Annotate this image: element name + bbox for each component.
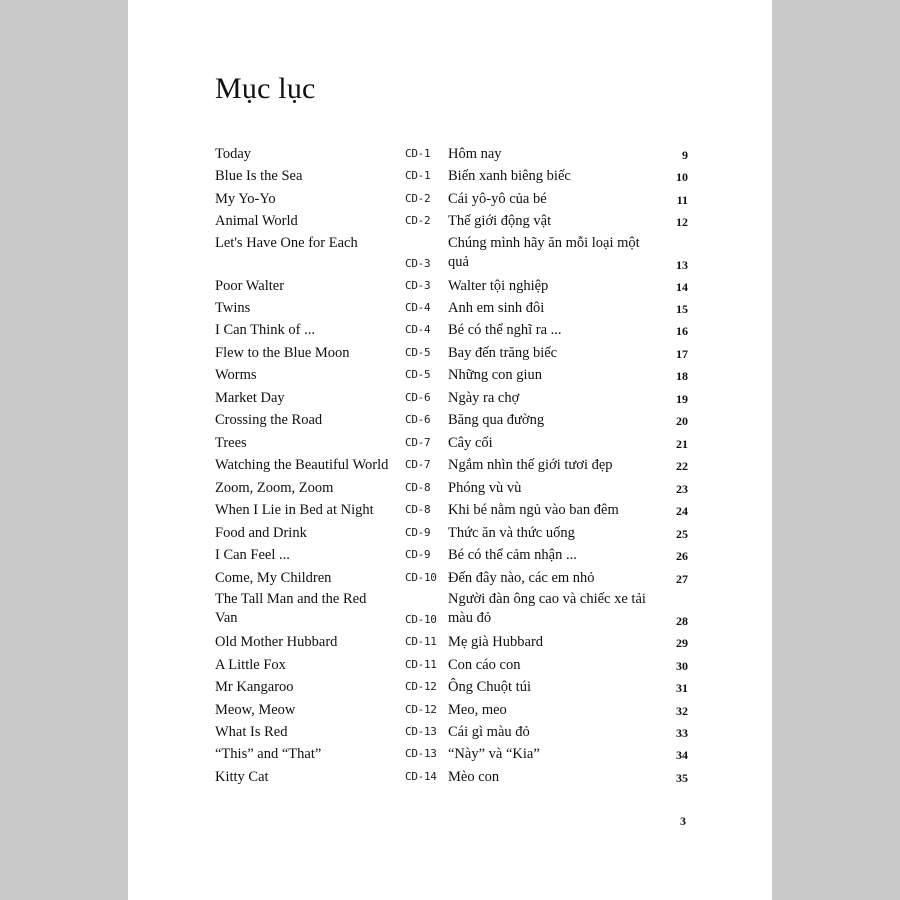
toc-vietnamese-title: Mèo con [448,769,500,785]
toc-english-title: What Is Red [215,724,288,740]
toc-english-title: When I Lie in Bed at Night [215,502,374,518]
toc-cd-track: CD-1 [405,147,431,160]
toc-page-number: 23 [676,482,688,496]
toc-vietnamese-title: Anh em sinh đôi [448,300,545,316]
toc-cd-track: CD-2 [405,192,431,205]
toc-vietnamese-title: Ngắm nhìn thế giới tươi đẹp [448,457,613,473]
toc-vietnamese-title: Những con giun [448,367,543,383]
toc-page-number: 28 [676,614,688,628]
toc-page-number: 34 [676,748,688,762]
toc-english-title: Let's Have One for Each [215,235,358,251]
page-title: Mục lục [215,72,316,105]
toc-vietnamese-title: Con cáo con [448,657,521,673]
toc-vietnamese-title: Cái yô-yô của bé [448,191,547,207]
toc-entry [128,433,772,455]
toc-english-title: Flew to the Blue Moon [215,345,350,361]
toc-english-title: Crossing the Road [215,412,323,428]
toc-cd-track: CD-1 [405,169,431,182]
toc-english-title: I Can Think of ... [215,322,316,338]
toc-english-title: Old Mother Hubbard [215,634,338,650]
toc-page-number: 35 [676,771,688,785]
toc-cd-track: CD-9 [405,526,431,539]
toc-vietnamese-title: Walter tội nghiệp [448,278,549,294]
toc-cd-track: CD-8 [405,503,431,516]
toc-page-number: 17 [676,347,688,361]
toc-cd-track: CD-7 [405,436,431,449]
toc-page-number: 14 [676,280,688,294]
toc-cd-track: CD-7 [405,458,431,471]
toc-entry [128,523,772,545]
toc-english-title: The Tall Man and the Red Van [215,591,367,626]
toc-cd-track: CD-14 [405,770,437,783]
toc-entry [128,144,772,166]
toc-english-title: Mr Kangaroo [215,679,294,695]
toc-english-title: Meow, Meow [215,702,296,718]
book-page [128,0,772,900]
toc-english-title: Trees [215,435,247,451]
toc-vietnamese-title: Người đàn ông cao và chiếc xe tải màu đỏ [448,591,646,626]
toc-entry [128,343,772,365]
toc-page-number: 20 [676,414,688,428]
toc-vietnamese-title: Đến đây nào, các em nhỏ [448,570,595,586]
toc-english-title: Food and Drink [215,525,307,541]
toc-entry [128,478,772,500]
toc-cd-track: CD-5 [405,368,431,381]
toc-page-number: 19 [676,392,688,406]
toc-vietnamese-title: Cái gì màu đỏ [448,724,530,740]
toc-vietnamese-title: Khi bé nằm ngủ vào ban đêm [448,502,619,518]
toc-page-number: 18 [676,369,688,383]
toc-vietnamese-title: Hôm nay [448,146,502,162]
toc-entry [128,211,772,233]
toc-cd-track: CD-10 [405,613,437,626]
toc-english-title: Today [215,146,252,162]
toc-vietnamese-title: Thế giới động vật [448,213,552,229]
toc-entry [128,189,772,211]
table-of-contents [128,0,772,900]
toc-page-number: 16 [676,324,688,338]
toc-entry [128,234,772,276]
toc-page-number: 10 [676,170,688,184]
toc-page-number: 25 [676,527,688,541]
toc-cd-track: CD-5 [405,346,431,359]
toc-page-number: 26 [676,549,688,563]
toc-page-number: 22 [676,459,688,473]
toc-entry [128,500,772,522]
toc-vietnamese-title: Biển xanh biêng biếc [448,168,571,184]
toc-cd-track: CD-11 [405,635,437,648]
toc-cd-track: CD-8 [405,481,431,494]
toc-cd-track: CD-10 [405,571,437,584]
toc-cd-track: CD-12 [405,703,437,716]
toc-entry [128,590,772,632]
toc-entry [128,276,772,298]
toc-english-title: Watching the Beautiful World [215,457,389,473]
toc-vietnamese-title: Bé có thể nghĩ ra ... [448,322,562,338]
toc-english-title: “This” and “That” [215,746,322,762]
toc-cd-track: CD-4 [405,323,431,336]
toc-page-number: 29 [676,636,688,650]
toc-entry [128,298,772,320]
page-number: 3 [680,814,686,828]
toc-entry [128,655,772,677]
toc-page-number: 31 [676,681,688,695]
toc-entry [128,744,772,766]
toc-cd-track: CD-12 [405,680,437,693]
toc-vietnamese-title: Phóng vù vù [448,480,522,496]
toc-vietnamese-title: Cây cối [448,435,493,451]
toc-english-title: Blue Is the Sea [215,168,303,184]
toc-page-number: 27 [676,572,688,586]
toc-page-number: 9 [682,148,688,162]
toc-page-number: 12 [676,215,688,229]
toc-page-number: 15 [676,302,688,316]
toc-entry [128,568,772,590]
toc-entry [128,388,772,410]
toc-english-title: Zoom, Zoom, Zoom [215,480,334,496]
toc-english-title: I Can Feel ... [215,547,290,563]
toc-entry [128,722,772,744]
toc-entry [128,410,772,432]
toc-entry [128,320,772,342]
toc-vietnamese-title: Băng qua đường [448,412,545,428]
toc-entry [128,166,772,188]
toc-english-title: Twins [215,300,251,316]
toc-vietnamese-title: Meo, meo [448,702,507,718]
toc-vietnamese-title: “Này” và “Kia” [448,746,540,762]
toc-cd-track: CD-6 [405,413,431,426]
toc-cd-track: CD-6 [405,391,431,404]
toc-entry [128,677,772,699]
toc-cd-track: CD-13 [405,747,437,760]
toc-entry [128,455,772,477]
toc-english-title: Animal World [215,213,298,229]
toc-english-title: Kitty Cat [215,769,269,785]
toc-page-number: 30 [676,659,688,673]
toc-page-number: 21 [676,437,688,451]
toc-cd-track: CD-4 [405,301,431,314]
toc-vietnamese-title: Ông Chuột túi [448,679,531,695]
toc-cd-track: CD-11 [405,658,437,671]
toc-vietnamese-title: Bay đến trăng biếc [448,345,558,361]
toc-cd-track: CD-3 [405,279,431,292]
toc-cd-track: CD-2 [405,214,431,227]
toc-english-title: Poor Walter [215,278,285,294]
toc-english-title: Market Day [215,390,285,406]
toc-entry [128,767,772,789]
toc-entry [128,545,772,567]
toc-vietnamese-title: Thức ăn và thức uống [448,525,575,541]
toc-english-title: My Yo-Yo [215,191,276,207]
toc-entry [128,365,772,387]
toc-english-title: Come, My Children [215,570,332,586]
toc-page-number: 24 [676,504,688,518]
toc-cd-track: CD-9 [405,548,431,561]
toc-entry [128,632,772,654]
toc-cd-track: CD-13 [405,725,437,738]
toc-page-number: 11 [676,193,688,207]
toc-entry [128,700,772,722]
toc-vietnamese-title: Chúng mình hãy ăn mỗi loại một quả [448,235,640,270]
toc-vietnamese-title: Bé có thể cảm nhận ... [448,547,577,563]
toc-cd-track: CD-3 [405,257,431,270]
toc-english-title: Worms [215,367,257,383]
toc-page-number: 13 [676,258,688,272]
toc-english-title: A Little Fox [215,657,286,673]
toc-vietnamese-title: Ngày ra chợ [448,390,520,406]
toc-page-number: 33 [676,726,688,740]
toc-vietnamese-title: Mẹ già Hubbard [448,634,544,650]
toc-page-number: 32 [676,704,688,718]
